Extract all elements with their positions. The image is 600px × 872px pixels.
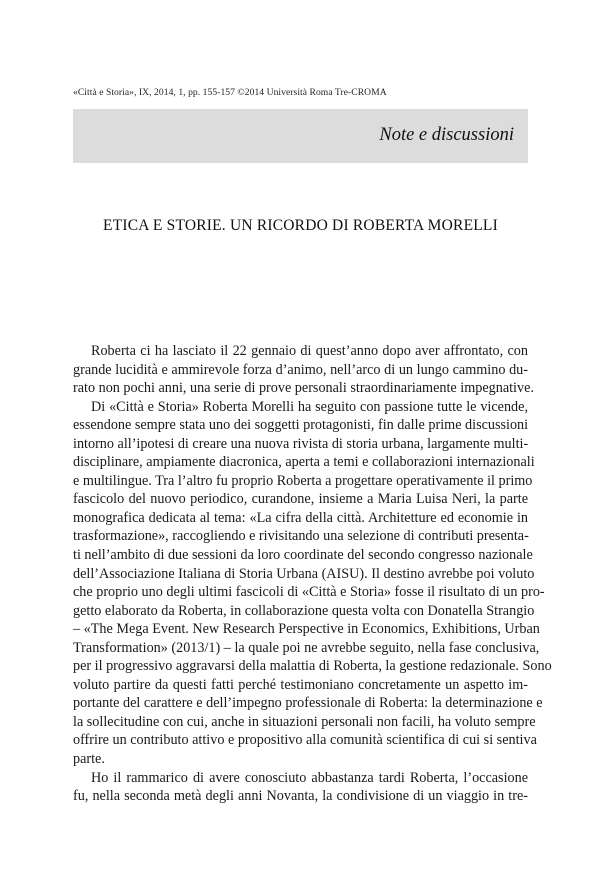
paragraph <box>73 342 534 398</box>
text-line: e multilingue. Tra l’altro fu proprio Roberta a progettare operativamente il primo <box>73 472 533 489</box>
text-line: rato non pochi anni, una serie di prove personali straordinariamente impegnative. <box>73 380 534 397</box>
paragraph <box>73 398 552 769</box>
text-line: fascicolo del nuovo periodico, curandone, insieme a Maria Luisa Neri, la parte <box>73 491 528 508</box>
text-line: portante del carattere e dell’impegno professionale di Roberta: la determinazione e <box>73 695 543 712</box>
text-line: Di «Città e Storia» Roberta Morelli ha seguito con passione tutte le vicende, <box>91 398 528 415</box>
text-line: getto elaborato da Roberta, in collaborazione questa volta con Donatella Strangio <box>73 602 535 619</box>
text-line: Transformation» (2013/1) – la quale poi ne avrebbe seguito, nella fase conclusiva, <box>73 639 540 656</box>
text-line: intorno all’ipotesi di creare una nuova rivista di storia urbana, largamente multi- <box>73 435 529 452</box>
paragraph <box>73 769 528 806</box>
text-line: Roberta ci ha lasciato il 22 gennaio di quest’anno dopo aver affrontato, con <box>91 343 528 359</box>
text-line: dell’Associazione Italiana di Storia Urbana (AISU). Il destino avrebbe poi voluto <box>73 565 535 582</box>
text-line: essendone sempre stata uno dei soggetti protagonisti, fin dalle prime discussioni <box>73 417 529 434</box>
text-line: ti nell’ambito di due sessioni da loro coordinate del secondo congresso nazionale <box>73 547 533 564</box>
text-line: monografica dedicata al tema: «La cifra della città. Architetture ed economie in <box>73 509 528 526</box>
article-body <box>73 342 552 806</box>
section-title: Note e discussioni <box>379 125 514 145</box>
text-line: trasformazione», raccogliendo e rivisitando una selezione di contributi presenta- <box>73 528 529 545</box>
text-line: Ho il rammarico di avere conosciuto abbastanza tardi Roberta, l’occasione <box>91 769 528 786</box>
text-line: per il progressivo aggravarsi della malattia di Roberta, la gestione redazionale. Sono <box>73 658 552 675</box>
text-line: voluto partire da questi fatti perché testimoniano concretamente un aspetto im- <box>73 676 528 693</box>
running-head: «Città e Storia», IX, 2014, 1, pp. 155-157 ©2014 Università Roma Tre-CROMA <box>73 87 387 98</box>
text-line: parte. <box>73 751 105 768</box>
text-line: che proprio uno degli ultimi fascicoli di «Città e Storia» fosse il risultato di un pro- <box>73 584 545 601</box>
text-line: – «The Mega Event. New Research Perspective in Economics, Exhibitions, Urban <box>73 621 540 638</box>
text-line: fu, nella seconda metà degli anni Novanta, la condivisione di un viaggio in tre- <box>73 788 528 805</box>
text-line: disciplinare, ampiamente diacronica, aperta a temi e collaborazioni internazionali <box>73 454 535 471</box>
section-header-band <box>73 109 528 163</box>
text-line: grande lucidità e ammirevole forza d’animo, nell’arco di un lungo cammino du- <box>73 361 528 378</box>
text-line: offrire un contributo attivo e propositivo alla comunità scientifica di cui si sentiva <box>73 732 537 749</box>
text-line: la sollecitudine con cui, anche in situazioni personali non facili, ha voluto sempre <box>73 713 536 730</box>
article-title: ETICA E STORIE. UN RICORDO DI ROBERTA MORELLI <box>103 217 498 234</box>
